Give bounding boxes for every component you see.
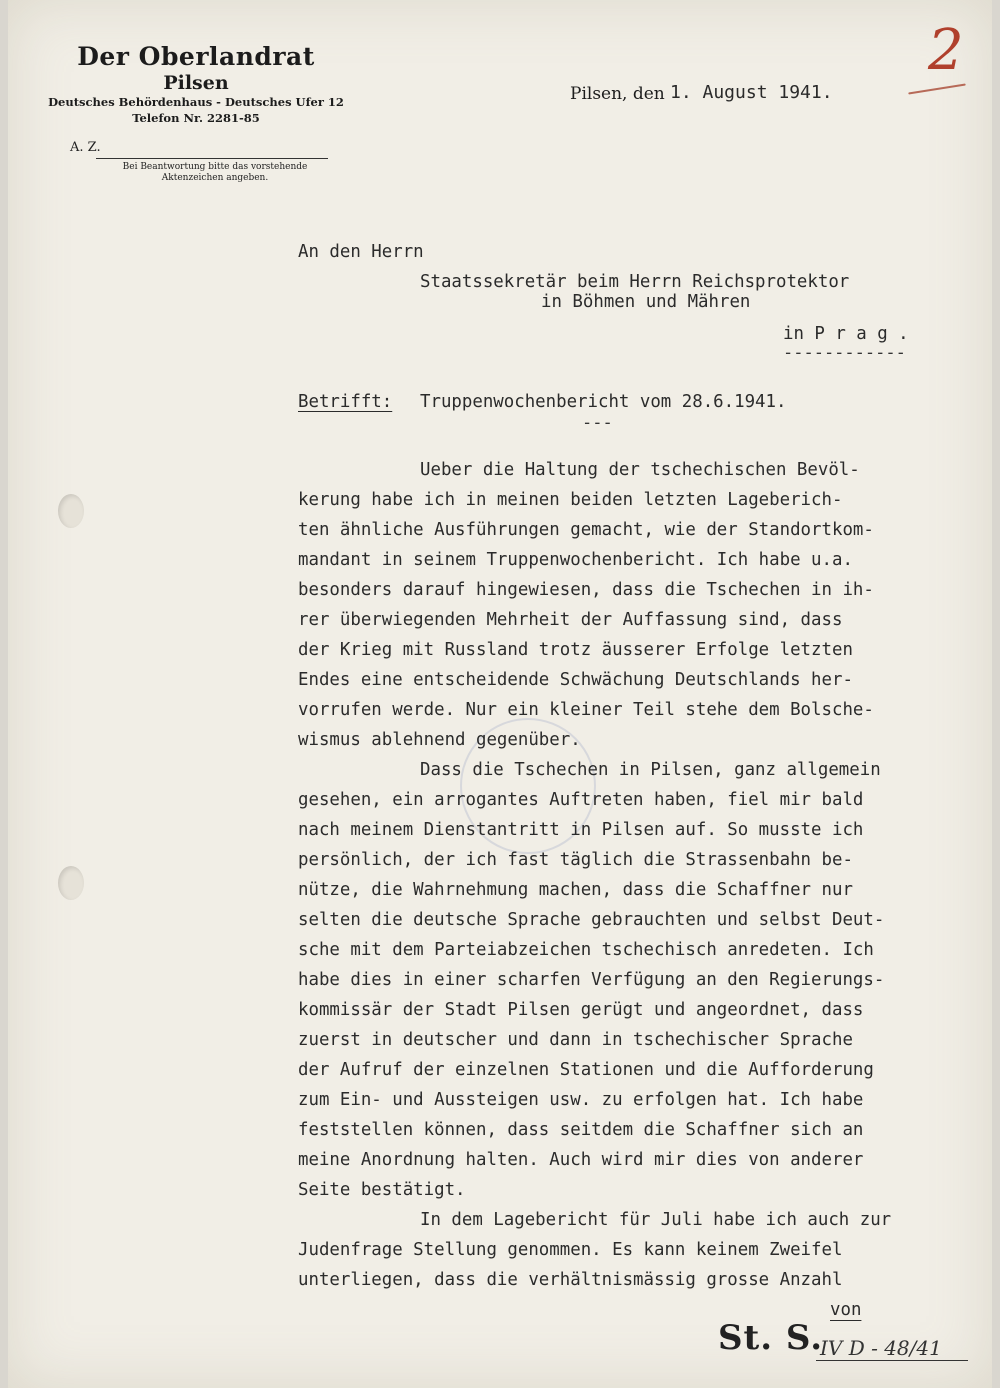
body-line: Judenfrage Stellung genommen. Es kann keinem Zweifel bbox=[298, 1240, 843, 1260]
footer-reference: St. S. bbox=[718, 1318, 824, 1358]
document-page bbox=[8, 0, 992, 1388]
letterhead-city: Pilsen bbox=[163, 72, 229, 94]
date-place: Pilsen, den bbox=[570, 84, 665, 104]
letter-date: 1. August 1941. bbox=[670, 82, 833, 103]
body-line: der Aufruf der einzelnen Stationen und die Aufforderung bbox=[298, 1060, 874, 1080]
body-line: Dass die Tschechen in Pilsen, ganz allgemein bbox=[420, 760, 881, 780]
body-line: unterliegen, dass die verhältnismässig grosse Anzahl bbox=[298, 1270, 843, 1290]
body-line: besonders darauf hingewiesen, dass die Tschechen in ih- bbox=[298, 580, 874, 600]
recipient-city-underline: ------------ bbox=[783, 343, 906, 363]
reply-note-line-2: Aktenzeichen angeben. bbox=[161, 173, 269, 183]
body-line: sche mit dem Parteiabzeichen tschechisch anredeten. Ich bbox=[298, 940, 874, 960]
body-line: vorrufen werde. Nur ein kleiner Teil stehe dem Bolsche- bbox=[298, 700, 874, 720]
reply-note-line-1: Bei Beantwortung bitte das vorstehende bbox=[122, 162, 308, 172]
letterhead-org: Der Oberlandrat bbox=[77, 42, 315, 71]
body-line: nach meinem Dienstantritt in Pilsen auf. So musste ich bbox=[298, 820, 864, 840]
recipient-line-1: Staatssekretär beim Herrn Reichsprotektor bbox=[420, 272, 850, 292]
letterhead-phone: Telefon Nr. 2281-85 bbox=[132, 111, 260, 125]
punch-hole bbox=[58, 866, 84, 900]
body-line: kommissär der Stadt Pilsen gerügt und angeordnet, dass bbox=[298, 1000, 864, 1020]
subject-label: Betrifft: bbox=[298, 392, 393, 412]
body-line: gesehen, ein arrogantes Auftreten haben, fiel mir bald bbox=[298, 790, 864, 810]
body-line: zuerst in deutscher und dann in tschechischer Sprache bbox=[298, 1030, 853, 1050]
body-line: Seite bestätigt. bbox=[298, 1180, 466, 1200]
body-line: selten die deutsche Sprache gebrauchten und selbst Deut- bbox=[298, 910, 885, 930]
body-line: Endes eine entscheidende Schwächung Deutschlands her- bbox=[298, 670, 853, 690]
recipient-city: in P r a g . bbox=[783, 324, 909, 344]
subject-text: Truppenwochenbericht vom 28.6.1941. bbox=[420, 392, 787, 412]
body-line: meine Anordnung halten. Auch wird mir dies von anderer bbox=[298, 1150, 864, 1170]
body-line: mandant in seinem Truppenwochenbericht. Ich habe u.a. bbox=[298, 550, 853, 570]
recipient-line-2: in Böhmen und Mähren bbox=[541, 292, 751, 312]
body-line: In dem Lagebericht für Juli habe ich auch zur bbox=[420, 1210, 892, 1230]
body-line: der Krieg mit Russland trotz äusserer Erfolge letzten bbox=[298, 640, 853, 660]
pencil-mark bbox=[908, 83, 966, 94]
footer-reference-handwritten: IV D - 48/41 bbox=[820, 1336, 942, 1360]
body-line: persönlich, der ich fast täglich die Strassenbahn be- bbox=[298, 850, 853, 870]
body-line: ten ähnliche Ausführungen gemacht, wie der Standortkom- bbox=[298, 520, 874, 540]
body-line: nütze, die Wahrnehmung machen, dass die Schaffner nur bbox=[298, 880, 853, 900]
body-line: feststellen können, dass seitdem die Schaffner sich an bbox=[298, 1120, 864, 1140]
body-line: zum Ein- und Aussteigen usw. zu erfolgen hat. Ich habe bbox=[298, 1090, 864, 1110]
body-line: Ueber die Haltung der tschechischen Bevöl- bbox=[420, 460, 860, 480]
body-line: habe dies in einer scharfen Verfügung an den Regierungs- bbox=[298, 970, 885, 990]
reply-note bbox=[84, 162, 346, 184]
body-line: wismus ablehnend gegenüber. bbox=[298, 730, 581, 750]
letterhead-address: Deutsches Behördenhaus - Deutsches Ufer 12 bbox=[48, 95, 344, 109]
body-line: rer überwiegenden Mehrheit der Auffassung sind, dass bbox=[298, 610, 843, 630]
punch-hole bbox=[58, 494, 84, 528]
page-number: 2 bbox=[928, 18, 964, 83]
subject-underline: --- bbox=[582, 413, 613, 433]
letterhead bbox=[40, 42, 352, 126]
page-continuation: von bbox=[830, 1300, 862, 1320]
recipient-salutation: An den Herrn bbox=[298, 242, 424, 262]
footer-underline bbox=[816, 1360, 968, 1361]
reference-line bbox=[96, 158, 328, 159]
body-line: kerung habe ich in meinen beiden letzten Lageberich- bbox=[298, 490, 843, 510]
reference-label: A. Z. bbox=[70, 140, 101, 155]
